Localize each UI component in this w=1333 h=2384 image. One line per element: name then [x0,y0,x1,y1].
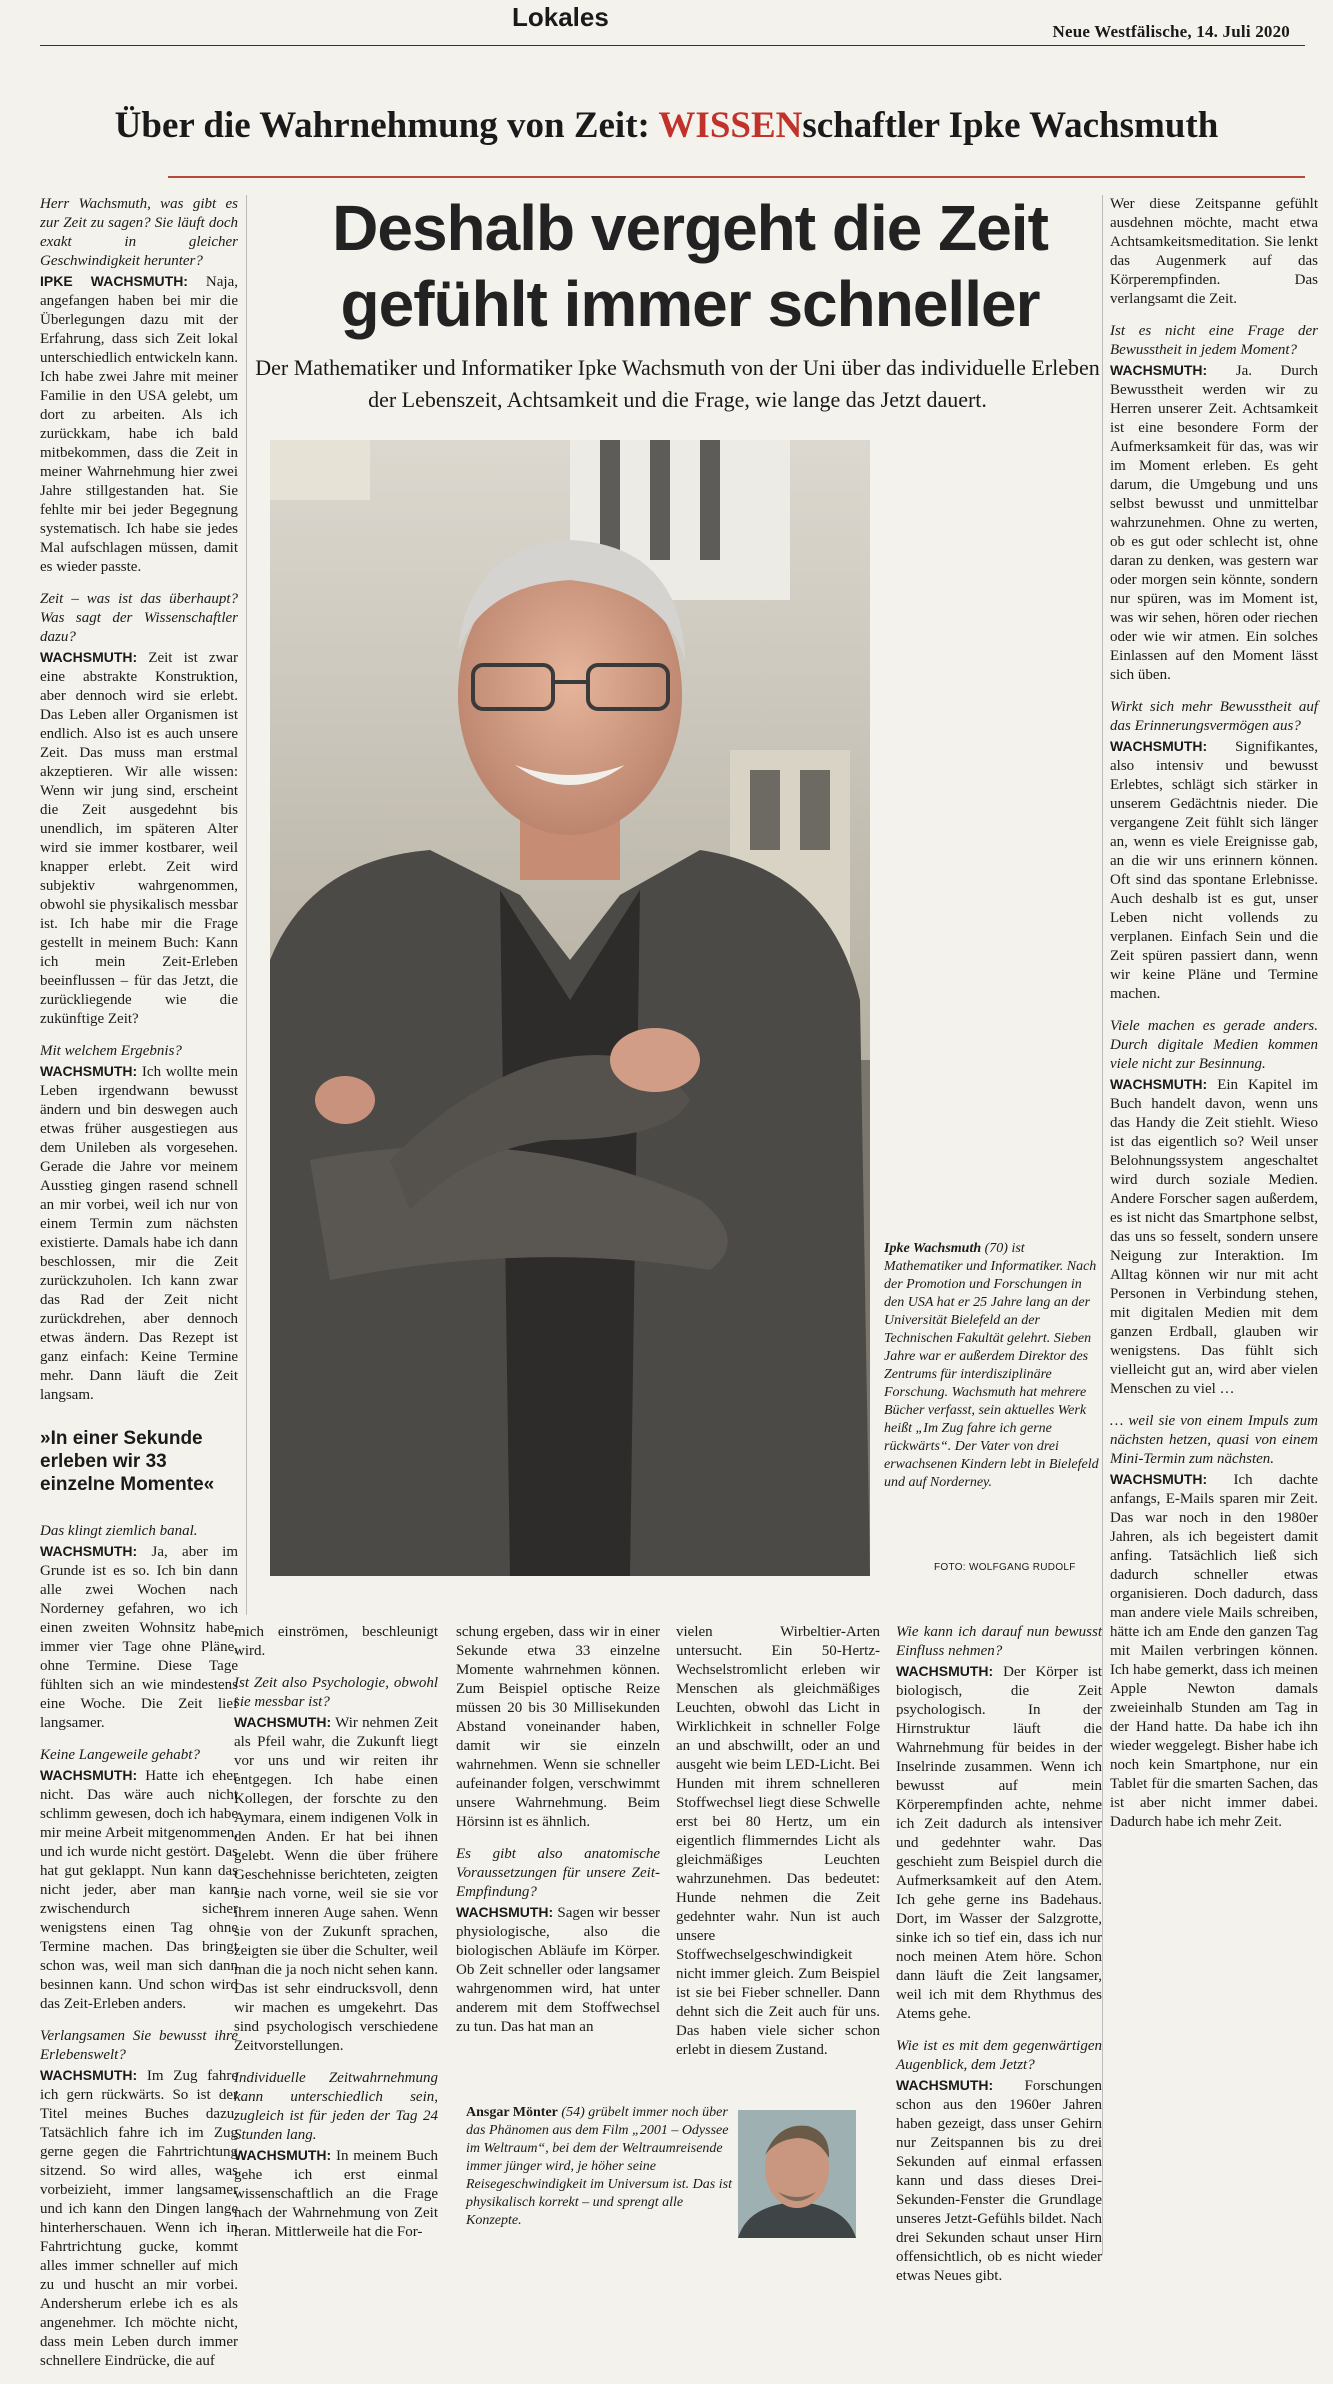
question: … weil sie von einem Impuls zum nächsten hetzen, quasi von einem Mini-Termin zum nächsten. [1110,1413,1318,1467]
answer: schung ergeben, dass wir in einer Sekunde etwa 33 einzelne Momente wahrnehmen können. Zum Beispiel optische Reize müssen 20 bis 30 Millisekunden Abstand voneinander haben, damit wir sie einzeln wahrnehmen. Wenn sie schneller aufeinander folgen, verschwimmt unsere Wahrnehmung. Beim Hörsinn ist es ähnlich. [456,1624,660,1830]
speaker: WACHSMUTH: [40,2067,138,2083]
question: Das klingt ziemlich banal. [40,1523,198,1539]
column-5 [1110,195,1318,1845]
qa-block [896,1623,1102,2024]
qa-block [1110,195,1318,309]
author-note [466,2104,734,2230]
portrait-photo [270,440,870,1576]
deck: Der Mathematiker und Informatiker Ipke Wachsmuth von der Uni über das individuelle Erleben der Lebenszeit, Achtsamkeit und die Frage, wie lange das Jetzt dauert. [255,355,1100,412]
answer: Ich dachte anfangs, E-Mails sparen mir Zeit. Das war noch in den 1980er Jahren, als ich begeistert damit anfing. Tatsächlich ließ sich dadurch schneller etwas organisieren. Doch dadurch, dass man andere viele Mails schreiben, hätte ich am Ende den ganzen Tag mit Mailen verbringen können. Ich habe gemerkt, dass ich meinen Apple Newton damals zweieinhalb Stunden am Tag in der Hand hatte. Da habe ich ihn wieder weggelegt. Bisher habe ich noch kein Smartphone, nur ein Tablet für die smarten Sachen, das ist aber nicht immer dabei. Dadurch habe ich mehr Zeit. [1110,1472,1318,1830]
answer: Im Zug fahre ich gern rückwärts. So ist der Titel meines Buches dazu. Tatsächlich fahre ich im Zug gerne gegen die Fahrtrichtung sitzend. So wird alles, was vorbeizieht, immer langsamer und ich kann den Dingen lange hinterherschauen. Wenn ich in Fahrtrichtung gucke, kommt alles immer schneller auf mich zu und huscht an mir vorbei. Andersherum erlebe ich es als angenehmer. Ich möchte nicht, dass mein Leben durch immer schnellere Eindrücke, die auf [40,2068,238,2369]
photo-caption [884,1240,1099,1492]
speaker: WACHSMUTH: [1110,738,1208,754]
question: Individuelle Zeitwahrnehmung kann unterschiedlich sein, zugleich ist für jeden der Tag 24 Stunden lang. [234,2070,438,2143]
column-4 [676,1623,880,2073]
qa-block [234,1674,438,2056]
qa-block [1110,322,1318,685]
column-divider [246,195,247,1615]
qa-block [40,1746,238,2014]
headline [330,190,1050,342]
answer: Ich wollte mein Leben irgendwann bewusst ändern und bin deswegen auch etwas früher ausgestiegen aus dem Unileben als vorgesehen. Gerade die Jahre vor meinem Ausstieg gingen rasend schnell an mir vorbei, weil ich nur von einem Termin zum nächsten existierte. Damals habe ich dann beschlossen, mir die Zeit zurückzuholen. Ich kann zwar das Rad der Zeit nicht zurückdrehen, aber dennoch etwas ändern. Das Rezept ist ganz einfach: Keine Termine mehr. Dann läuft die Zeit langsam. [40,1064,238,1403]
speaker: WACHSMUTH: [1110,1471,1208,1487]
question: Verlangsamen Sie bewusst ihre Erlebenswelt? [40,2028,238,2063]
headline-line-2: gefühlt immer schneller [340,268,1040,340]
kicker-post: schaftler Ipke Wachsmuth [802,105,1219,146]
author-portrait [738,2110,856,2238]
answer: Forschungen schon aus den 1960er Jahren haben gezeigt, dass unser Gehirn nur Zeitspannen bis zu drei Sekunden auf einmal erfassen kann und dass dieses Drei-Sekunden-Fenster die Grundlage unseres Jetzt-Gefühls bildet. Nach drei Sekunden schaut unser Hirn offensichtlich, ob es nicht wieder etwas Neues gibt. [896,2078,1102,2284]
caption-text: (70) ist Mathematiker und Informatiker. Nach der Promotion und Forschungen in den USA hat er 25 Jahre lang an der Universität Bielefeld an der Technischen Fakultät gelehrt. Sieben Jahre war er außerdem Direktor des Zentrums für interdisziplinäre Forschung. Wachsmuth hat mehrere Bücher verfasst, sein aktuelles Werk heißt „Im Zug fahre ich gerne rückwärts“. Der Vater von drei erwachsenen Kindern lebt in Bielefeld und auf Norderney. [884,1241,1099,1490]
answer: Ja, aber im Grunde ist es so. Ich bin dann alle zwei Wochen nach Norderney gefahren, wo ich einen zweiten Wohnsitz habe, immer vier Tage ohne Pläne, ohne Termine. Diese Tage fühlten sich an wie mindestens eine Woche. Die Zeit lief langsamer. [40,1544,238,1731]
author-photo [738,2110,856,2238]
speaker: WACHSMUTH: [896,2077,994,2093]
masthead-date: Neue Westfälische, 14. Juli 2020 [1052,22,1290,41]
headline-line-1: Deshalb vergeht die Zeit [332,192,1048,264]
speaker: WACHSMUTH: [896,1663,994,1679]
header-rule [40,45,1305,46]
answer: Der Körper ist biologisch, die Zeit psychologisch. In der Hirnstruktur läuft die Wahrnehmung für beides in der Inselrinde zusammen. Wenn ich bewusst auf mein Körperempfinden achte, nehme ich Zeit dadurch als intensiver und gedehnter wahr. Das geschieht zum Beispiel durch die Aufmerksamkeit auf den Atem. Ich gehe gerne ins Badehaus. Dort, im Wasser der Salzgrotte, sinke ich so tief ein, dass ich nur noch meinen Atem höre. Schon dann läuft die Zeit langsamer, weil ich mit dem Rhythmus des Atems gehe. [896,1664,1102,2022]
speaker: WACHSMUTH: [40,649,138,665]
answer: Naja, angefangen haben bei mir die Überlegungen dazu mit der Erfahrung, dass sich Zeit lokal unterschiedlich entwickeln kann. Ich habe zwei Jahre mit meiner Familie in den USA gelebt, um dort zu arbeiten. Als ich zurückkam, habe ich bald mitbekommen, dass die Zeit in meiner Wahrnehmung hier zwei Jahre stillgestanden hat. Sie fehlte mir bei jeder Begegnung systematisch. Ich habe sie jedes Mal aufschlagen müssen, damit es wieder passte. [40,274,238,575]
author-name: Ansgar Mönter [466,2105,558,2120]
answer: Ja. Durch Bewusstheit werden wir zu Herren unserer Zeit. Achtsamkeit ist eine besondere Form der Aufmerksamkeit für das, was wir im Moment erleben. Es geht darum, die Umgebung und uns selbst bewusst und unmittelbar wahrzunehmen. Ohne zu werten, ob es gut oder schlecht ist, ohne daran zu denken, was gestern war oder morgen sein könnte, sondern nur spüren, was im Moment ist, was wir sehen, hören oder riechen oder wie wir atmen. Ein solches Einlassen auf den Moment lässt sich üben. [1110,363,1318,683]
kicker-rule [168,176,1305,178]
qa-block [456,1623,660,1832]
answer: Ein Kapitel im Buch handelt davon, wenn uns das Handy die Zeit stiehlt. Wieso ist das eigentlich so? Weil unser Belohnungssystem angeschaltet wird durch soziale Medien. Andere Forscher sagen außerdem, es ist nicht das Smartphone selbst, das uns so fesselt, sondern unsere Neigung zur Interaktion. Im Alltag können wir nur mit acht Personen in Verbindung stehen, mit digitalen Medien mit dem ganzen Erdball, glauben wir wenigstens. Das fühlt sich vielleicht gut an, wird aber vielen Menschen zu viel … [1110,1077,1318,1397]
question: Ist es nicht eine Frage der Bewusstheit in jedem Moment? [1110,323,1318,358]
qa-block [1110,698,1318,1004]
kicker [0,104,1333,147]
speaker: WACHSMUTH: [234,1714,332,1730]
qa-block [456,1845,660,2037]
column-3 [456,1623,660,2050]
question: Viele machen es gerade anders. Durch digitale Medien kommen viele nicht zur Besinnung. [1110,1018,1318,1072]
speaker: WACHSMUTH: [40,1063,138,1079]
column-4b [896,1623,1102,2299]
speaker: WACHSMUTH: [1110,1076,1208,1092]
column-2 [234,1623,438,2255]
qa-block [40,1042,238,1405]
answer: In meinem Buch gehe ich erst einmal wissenschaftlich an die Frage nach der Wahrnehmung von Zeit heran. Mittlerweile hat die For- [234,2148,438,2240]
speaker: WACHSMUTH: [1110,362,1208,378]
qa-block [40,195,238,577]
question: Zeit – was ist das überhaupt? Was sagt der Wissenschaftler dazu? [40,591,238,645]
question: Es gibt also anatomische Voraussetzungen für unsere Zeit-Empfindung? [456,1846,660,1900]
photo-credit: FOTO: WOLFGANG RUDOLF [934,1562,1076,1573]
answer: Signifikantes, also intensiv und bewusst Erlebtes, schlägt sich stärker in unserem Gedächtnis nieder. Die vergangene Zeit fühlt sich länger an, wenn es viele Ereignisse gab, an die wir uns erinnern können. Oft sind das spontane Erlebnisse. Auch deshalb ist es gut, unser Leben nicht vollends zu verplanen. Einfach Sein und die Zeit spüren passiert dann, wenn wir keine Pläne und Termine machen. [1110,739,1318,1002]
column-divider [1102,195,1103,2255]
speaker: WACHSMUTH: [234,2147,332,2163]
speaker: WACHSMUTH: [40,1543,138,1559]
qa-block [1110,1017,1318,1399]
question: Wirkt sich mehr Bewusstheit auf das Erinnerungsvermögen aus? [1110,699,1318,734]
qa-block [40,1522,238,1733]
answer: Hatte ich eher nicht. Das wäre auch nicht schlimm gewesen, doch ich habe mir meine Arbeit mitgenommen, und ich wurde nicht gestört. Das hat gut geklappt. Nun kann das nicht jeder, aber man kann zwischendurch sicher wenigstens einen Tag ohne Termine machen. Das bringt schon was, weil man sich dann besinnen kann. Und schon wird das Zeit-Erleben anders. [40,1768,238,2012]
answer: vielen Wirbeltier-Arten untersucht. Ein 50-Hertz-Wechselstromlicht erleben wir Menschen als gleichmäßiges Leuchten, obwohl das Licht in Wirklichkeit in schneller Folge an und abschwillt, oder an und ausgeht wie beim LED-Licht. Bei Hunden mit ihrem schnelleren Stoffwechsel liegt diese Schwelle erst bei 80 Hertz, um ein eigentlich flimmerndes Licht als gleichmäßiges Leuchten wahrzunehmen. Das bedeutet: Hunde nehmen die Zeit gedehnter wahr. Nun ist auch unsere Stoffwechselgeschwindigkeit nicht immer gleich. Zum Beispiel ist sie bei Fieber schneller. Dann dehnt sich die Zeit auch für uns. Das haben viele sicher schon erlebt in diesem Zustand. [676,1624,880,2058]
pull-quote: »In einer Sekunde erleben wir 33 einzelne Momente« [40,1428,215,1495]
qa-block [896,2037,1102,2286]
answer: Wer diese Zeitspanne gefühlt ausdehnen möchte, macht etwa Achtsamkeitsmeditation. Sie lenkt das Augenmerk auf das Körperempfinden. Das verlangsamt die Zeit. [1110,196,1318,307]
answer: Wir nehmen Zeit als Pfeil wahr, die Zukunft liegt vor uns und wir reiten ihr entgegen. Ich habe einen Kollegen, der forschte zu den Aymara, einem indigenen Volk in den Anden. Er hat bei ihnen gelebt. Wenn die über frühere Geschehnisse berichteten, zeigten sie nach vorne, weil sie sie vor ihrem inneren Auge sahen. Wenn sie von der Zukunft sprachen, zeigten sie über die Schulter, weil man die ja noch nicht sehen kann. Das ist sehr eindrucksvoll, denn wir machen es umgekehrt. Das sind psychologisch verschiedene Zeitvorstellungen. [234,1715,438,2054]
question: Wie ist es mit dem gegenwärtigen Augenblick, dem Jetzt? [896,2038,1102,2073]
qa-block [234,1623,438,1661]
speaker: IPKE WACHSMUTH: [40,273,188,289]
question: Ist Zeit also Psychologie, obwohl sie messbar ist? [234,1675,438,1710]
speaker: WACHSMUTH: [456,1904,554,1920]
column-1 [40,195,238,2384]
qa-block [40,2027,238,2371]
author-text: (54) grübelt immer noch über das Phänomen aus dem Film „2001 – Odyssee im Weltraum“, bei dem der Weltraumreisende immer jünger wird, je höher seine Reisegeschwindigkeit im Universum ist. Das ist physikalisch korrekt – und sprengt alle Konzepte. [466,2105,732,2228]
kicker-highlight: WISSEN [658,105,803,146]
answer: Zeit ist zwar eine abstrakte Konstruktion, aber dennoch wird sie erlebt. Das Leben aller Organismen ist endlich. Also ist es auch unsere Zeit. Das muss man erstmal akzeptieren. Wir alle wissen: Wenn wir jung sind, erscheint die Zeit ausgedehnt bis unendlich, im späteren Alter wird sie immer kostbarer, weil knapper erlebt. Zeit wird subjektiv wahrgenommen, obwohl sie physikalisch messbar ist. Ich habe mir die Frage gestellt in meinem Buch: Kann ich mein Zeit-Erleben beeinflussen – für das Jetzt, die zurückliegende wie die zukünftige Zeit? [40,650,238,1027]
qa-block [676,1623,880,2060]
question: Herr Wachsmuth, was gibt es zur Zeit zu sagen? Sie läuft doch exakt in gleicher Geschwindigkeit herunter? [40,196,238,269]
qa-block [234,2069,438,2242]
portrait-illustration [270,440,870,1576]
kicker-pre: Über die Wahrnehmung von Zeit: [114,105,659,146]
question: Keine Langeweile gehabt? [40,1747,200,1763]
question: Mit welchem Ergebnis? [40,1043,182,1059]
question: Wie kann ich darauf nun bewusst Einfluss nehmen? [896,1624,1102,1659]
answer: mich einströmen, beschleunigt wird. [234,1624,438,1659]
qa-block [1110,1412,1318,1832]
answer: Sagen wir besser physiologische, also die biologischen Abläufe im Körper. Ob Zeit schneller oder langsamer wahrgenommen wird, hat unter anderem mit dem Stoffwechsel zu tun. Das hat man an [456,1905,660,2035]
qa-block [40,590,238,1029]
section-label: Lokales [512,2,609,32]
caption-name: Ipke Wachsmuth [884,1241,982,1256]
speaker: WACHSMUTH: [40,1767,138,1783]
